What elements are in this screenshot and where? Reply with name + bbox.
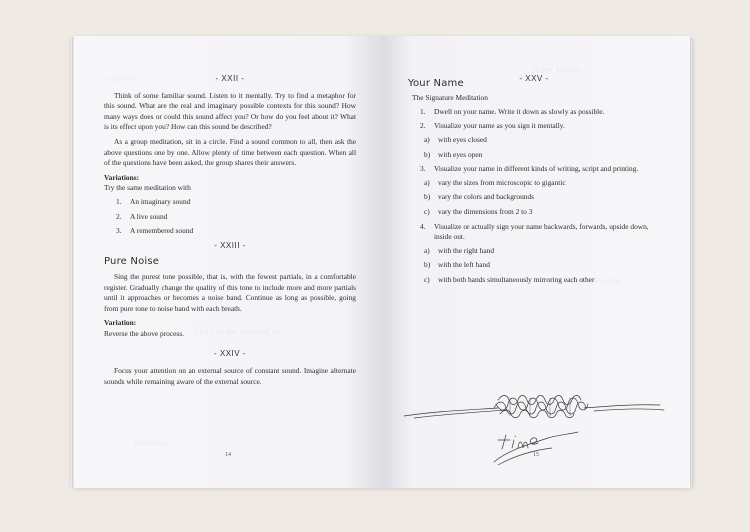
sub-list-item: a) vary the sizes from microscopic to gigantic (424, 177, 566, 187)
section-number: - XXV - (519, 74, 549, 83)
right-page (382, 36, 690, 488)
left-page (74, 36, 382, 488)
variations-label: Variations: (104, 172, 140, 182)
list-item: 1. Dwell on your name. Write it down as slowly as possible. (420, 106, 605, 116)
list-item: 4. Visualize or actually sign your name backwards, forwards, upside down, inside out. a) with the right hand b) with the left hand c) with both hands simultaneously mirroring each other (408, 222, 660, 286)
sub-list (408, 178, 660, 218)
ink-stroke (414, 410, 506, 418)
body-paragraph: Think of some familiar sound. Listen to it mentally. Try to find a metaphor for this sound. What are the real and imaginary possible contexts for this sound? How many ways does or could this sound affect you? Or how do you feel about it? What is its effect upon you? How can this sound be described? (104, 90, 356, 132)
body-paragraph: Sing the purest tone possible, that is, with the fewest partials, in a comfortable register. Gradually change the quality of this tone to include more and more partials until it approaches or becomes a noise band. Continue as long as possible, going from pure tone to noise band with each breath. (104, 271, 356, 313)
ink-knot (500, 410, 574, 418)
ink-knot (496, 398, 588, 410)
show-through-text (134, 438, 167, 448)
list-item: 2. Visualize your name as you sign it mentally. a) with eyes closed b) with eyes open (408, 121, 660, 160)
signature-letters (498, 435, 538, 449)
variation-text: Reverse the above process. (104, 328, 185, 338)
body-paragraph: Focus your attention on an external source of constant sound. Imagine alternate sounds while remaining aware of the external source. (104, 366, 356, 386)
sub-list-item: c) vary the dimensions from 2 to 3 (424, 206, 533, 216)
page-edge (71, 38, 74, 486)
sub-list (408, 135, 660, 160)
sub-list-item: b) vary the colors and backgrounds (424, 192, 535, 202)
sub-list-item: b) with eyes open (424, 149, 483, 159)
variations-list (104, 197, 356, 237)
open-book (74, 36, 690, 488)
page-number: 14 (225, 452, 231, 458)
section-subtitle: The Signature Meditation (412, 93, 488, 103)
page-edge (690, 38, 693, 486)
section-heading: Pure Noise (104, 256, 160, 268)
sub-list (408, 246, 660, 286)
sub-list-item: b) with the left hand (424, 260, 490, 270)
body-paragraph: As a group meditation, sit in a circle. Find a sound common to all, then ask the above questions one by one. Allow plenty of time between each question. When all of the questions have been asked, the group shares their answers. (104, 136, 356, 168)
section-heading: Your Name (408, 77, 464, 89)
section-number: - XXII - (215, 74, 245, 83)
variation-label: Variation: (104, 318, 137, 328)
sub-list-item: a) with the right hand (424, 245, 495, 255)
ink-stroke (594, 409, 664, 411)
instruction-list (408, 107, 660, 286)
list-item: 2. A live sound (116, 211, 168, 221)
section-number: - XXIV - (213, 349, 246, 359)
ink-stroke (584, 405, 660, 408)
variations-intro: Try the same meditation with (104, 183, 191, 193)
sub-list-item: a) with eyes closed (424, 134, 487, 144)
list-item: 1. An imaginary sound (116, 196, 191, 206)
right-page-content (408, 72, 660, 290)
ink-stroke (404, 408, 498, 416)
left-page-content (104, 72, 356, 391)
list-item: 3. A remembered sound (116, 226, 194, 236)
page-number: 15 (533, 452, 539, 458)
sub-list-item: c) with both hands simultaneously mirroring each other (424, 274, 595, 284)
section-number: - XXIII - (214, 240, 246, 250)
list-item: 3. Visualize your name in different kinds of writing, script and printing. a) vary the sizes from microscopic to gigantic b) vary the colors and backgrounds c) vary the dimensions from 2 to 3 (408, 164, 660, 217)
